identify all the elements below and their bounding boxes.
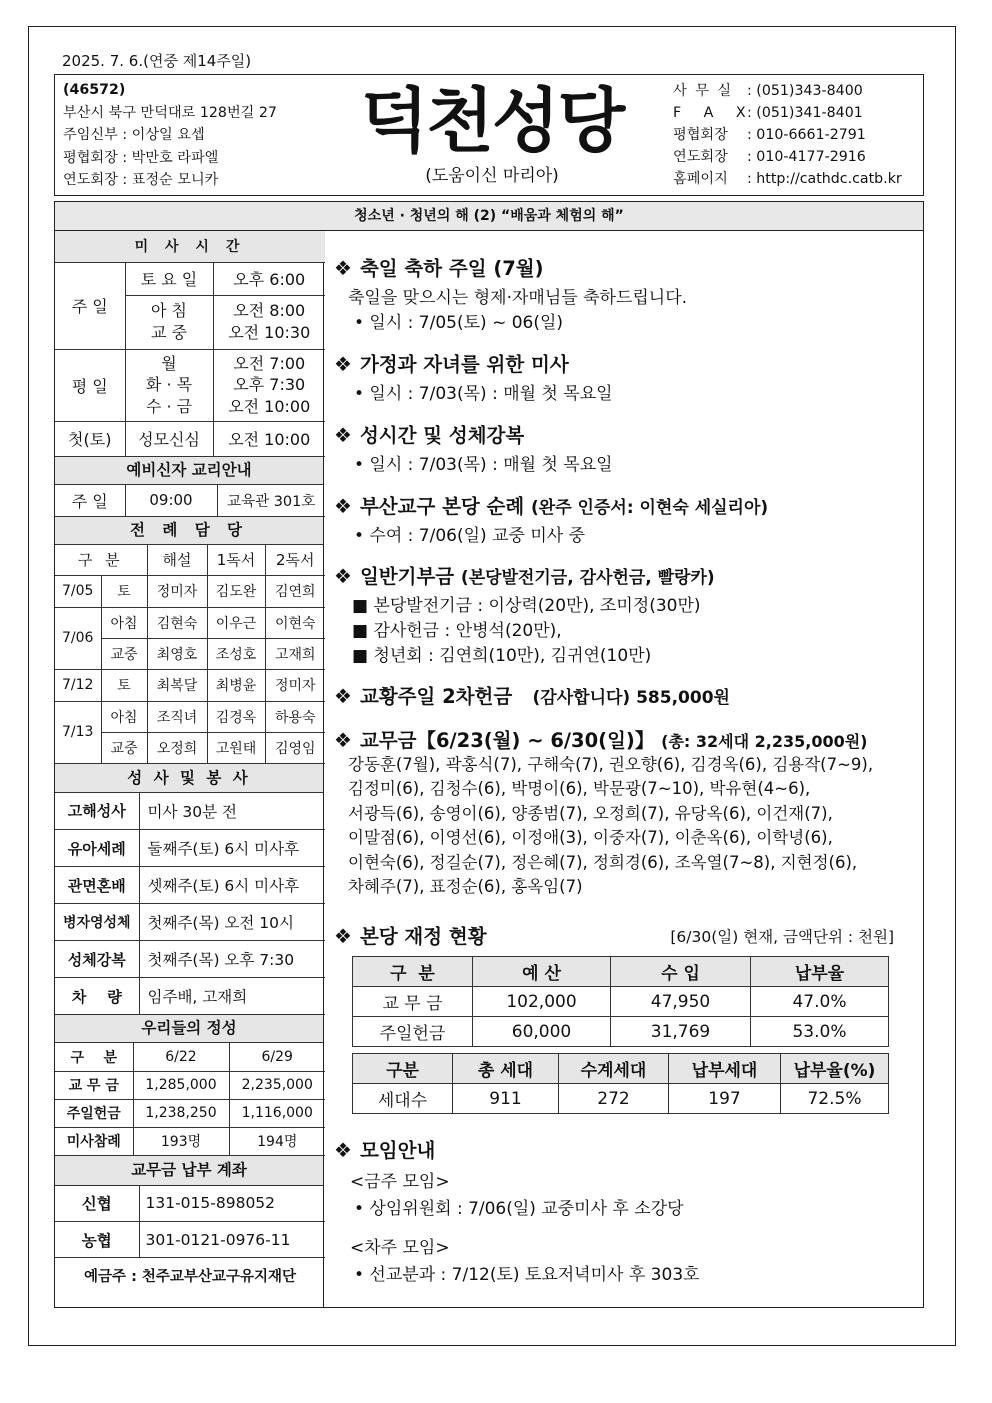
diamond-bullet-icon: ❖ (334, 924, 352, 948)
finance-budget-table: 구 분 예 산 수 입 납부율 교 무 금 102,000 47,950 47.0% 주일헌금 60,000 31,769 53.0% (352, 956, 889, 1047)
offering-table: 구 분 6/22 6/29 교 무 금 1,285,000 2,235,000 주일헌금 1,238,250 1,116,000 미사참례 193명 194명 (55, 1043, 325, 1156)
liturgy-table: 구 분 해설 1독서 2독서 7/05 토 정미자 김도완 김연희 7/06 아침 김현숙 이우근 이현숙 교중 최영호 조성호 고재희 7/12 토 최복달 최병윤 정미자 7/13 아침 조직녀 김경옥 하용숙 교중 오정희 고원태 김영임 (55, 545, 325, 764)
masthead (54, 74, 924, 196)
homepage-link[interactable]: : http://cathdc.catb.kr (747, 171, 902, 187)
account-table: 신협 131-015-898052 농협 301-0121-0976-11 예금주 : 천주교부산교구유지재단 (55, 1186, 325, 1294)
parish-title: 덕천성당 (360, 80, 624, 162)
left-column (54, 231, 324, 1308)
sacrament-table: 고해성사 미사 30분 전 유아세례 둘째주(토) 6시 미사후 관면혼배 셋째주(토) 6시 미사후 병자영성체 첫째주(목) 오전 10시 성체강복 첫째주(목) 오후 7:30 차 량 임주배, 고재희 (55, 793, 325, 1016)
notice-pilgrimage: ❖ 부산교구 본당 순례 (완주 인증서: 이현숙 세실리아) • 수여 : 7/06(일) 교중 미사 중 (334, 494, 769, 546)
contact-fax: F A X: (051)341-8401 (673, 105, 863, 121)
sunday-label: 주 일 (55, 262, 125, 349)
year-theme: 청소년 · 청년의 해 (2) “배움과 체험의 해” (54, 201, 924, 231)
finance-household-table: 구분 총 세대 수계세대 납부세대 납부율(%) 세대수 911 272 197 72.5% (352, 1053, 889, 1114)
account-holder: 예금주 : 천주교부산교구유지재단 (55, 1258, 325, 1294)
mass-times-title: 미 사 시 간 (55, 231, 325, 262)
sacrament-title: 성 사 및 봉 사 (55, 764, 323, 793)
finance-note: [6/30(일) 현재, 금액단위 : 천원] (670, 928, 894, 946)
issue-date: 2025. 7. 6.(연중 제14주일) (62, 52, 252, 70)
notice-papal-collection: ❖ 교황주일 2차헌금 (감사합니다) 585,000원 (334, 684, 730, 708)
notice-family-mass: ❖ 가정과 자녀를 위한 미사 • 일시 : 7/03(목) : 매월 첫 목요일 (334, 352, 613, 404)
contact-council: 평협회장 : 010-6661-2791 (673, 127, 866, 143)
notice-meetings: ❖ 모임안내 <금주 모임> • 상임위원회 : 7/06(일) 교중미사 후 소강당 <차주 모임> • 선교분과 : 7/12(토) 토요저녁미사 후 303호 (334, 1138, 700, 1285)
notice-finance: ❖ 본당 재정 현황 [6/30(일) 현재, 금액단위 : 천원] (334, 924, 894, 948)
contact-homepage: 홈페이지 : http://cathdc.catb.kr (673, 171, 902, 187)
notice-dues: ❖ 교무금【6/23(월) ~ 6/30(일)】 (총: 32세대 2,235,000원) 강동훈(7월), 곽홍식(7), 구해숙(7), 권오향(6), 김경옥(6), 김용작(7~9), 김정미(6), 김청수(6), 박명이(6), 박문광(7~10), 박유현(4~6), 서광득(6), 송영이(6), 양종범(7), 오정희(7), 유당옥(6), 이건재(7), 이말점(6), 이영선(6), 이정애(3), 이중자(7), 이춘옥(6), 이학녕(6), 이현숙(6), 정길순(7), 정은혜(7), 정희경(6), 조옥열(7~8), 지현정(6), 차혜주(7), 표정순(6), 홍옥임(7) (334, 725, 873, 899)
weekday-label: 평 일 (55, 349, 125, 421)
notice-holy-hour: ❖ 성시간 및 성체강복 • 일시 : 7/03(목) : 매월 첫 목요일 (334, 423, 613, 475)
contact-office: 사 무 실 : (051)343-8400 (673, 83, 863, 99)
diamond-bullet-icon: ❖ (334, 352, 352, 376)
prayer-president: 연도회장 : 표정순 모니카 (63, 172, 219, 189)
catechumen-title: 예비신자 교리안내 (55, 457, 323, 485)
contact-prayer: 연도회장 : 010-4177-2916 (673, 149, 866, 165)
dues-contributor-list: 강동훈(7월), 곽홍식(7), 구해숙(7), 권오향(6), 김경옥(6), 김용작(7~9), 김정미(6), 김청수(6), 박명이(6), 박문광(7~10), 박유현(4~6), 서광득(6), 송영이(6), 양종범(7), 오정희(7), 유당옥(6), 이건재(7), 이말점(6), 이영선(6), 이정애(3), 이중자(7), 이춘옥(6), 이학녕(6), 이현숙(6), 정길순(7), 정은혜(7), 정희경(6), 조옥열(7~8), 지현정(6), 차혜주(7), 표정순(6), 홍옥임(7) (348, 755, 874, 897)
catechumen-table: 주 일 09:00 교육관 301호 (55, 485, 325, 518)
offering-title: 우리들의 정성 (55, 1015, 323, 1043)
postal-code: (46572) (63, 82, 126, 98)
diamond-bullet-icon: ❖ (334, 423, 352, 447)
mass-times-table: 미 사 시 간 주 일 토 요 일 오후 6:00 아 침 교 중 오전 8:00 오전 10:30 평 일 월 화 · 목 수 · 금 오전 7:00 오후 7:30 오전 10:00 첫(토) 성모신심 오전 10:00 (55, 231, 325, 457)
address-block (63, 79, 277, 192)
diamond-bullet-icon: ❖ (334, 728, 352, 752)
notice-donation: ❖ 일반기부금 (본당발전기금, 감사헌금, 빨랑카) ■ 본당발전기금 : 이상력(20만), 조미정(30만) ■ 감사헌금 : 안병석(20만), ■ 청년회 : 김연희(10만), 김귀연(10만) (334, 564, 715, 666)
diamond-bullet-icon: ❖ (334, 1138, 352, 1162)
liturgy-title: 전 례 담 당 (55, 517, 323, 545)
contact-block (673, 80, 902, 190)
pastor: 주임신부 : 이상일 요셉 (63, 127, 205, 144)
notice-feast: ❖ 축일 축하 주일 (7월) 축일을 맞으시는 형제·자매님들 축하드립니다. • 일시 : 7/05(토) ~ 06(일) (334, 256, 688, 333)
right-column (324, 231, 924, 1308)
council-president: 평협회장 : 박만호 라파엘 (63, 149, 219, 166)
diamond-bullet-icon: ❖ (334, 684, 352, 708)
street-address: 부산시 북구 만덕대로 128번길 27 (63, 104, 277, 121)
account-title: 교무금 납부 계좌 (55, 1156, 323, 1186)
diamond-bullet-icon: ❖ (334, 256, 352, 280)
diamond-bullet-icon: ❖ (334, 494, 352, 518)
diamond-bullet-icon: ❖ (334, 564, 352, 588)
parish-subtitle: (도움이신 마리아) (425, 166, 559, 186)
